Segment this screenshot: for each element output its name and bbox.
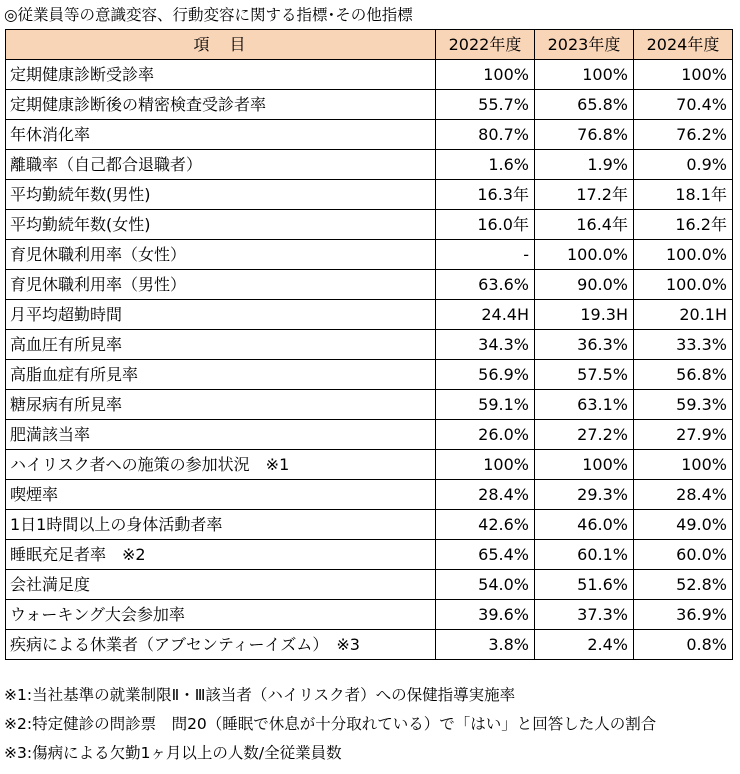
indicator-value-cell: 57.5% [535,360,634,390]
indicator-value-cell: 56.9% [436,360,535,390]
indicator-name-cell: 離職率（自己都合退職者） [6,150,436,180]
indicator-name-cell: 高脂血症有所見率 [6,360,436,390]
indicator-value-cell: 70.4% [634,90,733,120]
indicator-value-cell: 100% [634,450,733,480]
indicator-name-cell: 育児休職利用率（女性） [6,240,436,270]
header-year-2023: 2023年度 [535,30,634,60]
table-row [6,120,733,150]
indicator-value-cell: 65.8% [535,90,634,120]
indicator-value-cell: 16.4年 [535,210,634,240]
footnote-3: ※3:傷病による欠勤1ヶ月以上の人数/全従業員数 [4,744,342,762]
indicator-value-cell: 36.3% [535,330,634,360]
indicator-value-cell: 54.0% [436,570,535,600]
footnotes [4,681,738,768]
indicator-value-cell: - [436,240,535,270]
table-row [6,420,733,450]
indicator-name-cell: 1日1時間以上の身体活動者率 [6,510,436,540]
indicator-value-cell: 60.1% [535,540,634,570]
table-row [6,630,733,660]
indicator-value-cell: 76.2% [634,120,733,150]
indicator-value-cell: 0.9% [634,150,733,180]
indicator-name-cell: 平均勤続年数(女性) [6,210,436,240]
indicator-value-cell: 100% [634,60,733,90]
indicator-value-cell: 42.6% [436,510,535,540]
table-row [6,60,733,90]
indicator-name-cell: 年休消化率 [6,120,436,150]
indicator-value-cell: 49.0% [634,510,733,540]
table-row [6,90,733,120]
indicator-table [5,29,733,660]
indicator-value-cell: 28.4% [634,480,733,510]
table-header-row [6,30,733,60]
indicator-value-cell: 26.0% [436,420,535,450]
indicator-name-cell: 疾病による休業者（アブセンティーイズム） ※3 [6,630,436,660]
indicator-value-cell: 3.8% [436,630,535,660]
indicator-value-cell: 16.3年 [436,180,535,210]
table-row [6,150,733,180]
indicator-name-cell: 高血圧有所見率 [6,330,436,360]
indicator-value-cell: 27.9% [634,420,733,450]
indicator-value-cell: 0.8% [634,630,733,660]
indicator-name-cell: 平均勤続年数(男性) [6,180,436,210]
table-row [6,600,733,630]
indicator-name-cell: 睡眠充足者率 ※2 [6,540,436,570]
indicator-value-cell: 52.8% [634,570,733,600]
indicator-name-cell: 育児休職利用率（男性） [6,270,436,300]
indicator-value-cell: 60.0% [634,540,733,570]
indicator-value-cell: 16.2年 [634,210,733,240]
indicator-value-cell: 34.3% [436,330,535,360]
indicator-value-cell: 100% [535,60,634,90]
indicator-value-cell: 33.3% [634,330,733,360]
indicator-value-cell: 100% [436,450,535,480]
indicator-value-cell: 39.6% [436,600,535,630]
indicator-name-cell: ウォーキング大会参加率 [6,600,436,630]
indicator-value-cell: 76.8% [535,120,634,150]
indicator-name-cell: 定期健康診断後の精密検査受診者率 [6,90,436,120]
indicator-value-cell: 100.0% [535,240,634,270]
table-row [6,330,733,360]
indicator-name-cell: 定期健康診断受診率 [6,60,436,90]
indicator-value-cell: 100.0% [634,270,733,300]
indicator-name-cell: 肥満該当率 [6,420,436,450]
indicator-value-cell: 59.1% [436,390,535,420]
indicator-value-cell: 90.0% [535,270,634,300]
indicator-value-cell: 65.4% [436,540,535,570]
indicator-value-cell: 55.7% [436,90,535,120]
indicator-value-cell: 29.3% [535,480,634,510]
indicator-value-cell: 59.3% [634,390,733,420]
table-row [6,180,733,210]
header-item: 項 目 [6,30,436,60]
header-year-2024: 2024年度 [634,30,733,60]
indicator-value-cell: 1.9% [535,150,634,180]
indicator-value-cell: 56.8% [634,360,733,390]
table-row [6,360,733,390]
indicator-value-cell: 19.3H [535,300,634,330]
indicator-name-cell: 喫煙率 [6,480,436,510]
indicator-value-cell: 24.4H [436,300,535,330]
indicator-value-cell: 51.6% [535,570,634,600]
table-row [6,270,733,300]
indicator-value-cell: 63.6% [436,270,535,300]
indicator-value-cell: 36.9% [634,600,733,630]
table-row [6,480,733,510]
indicator-value-cell: 46.0% [535,510,634,540]
table-row [6,210,733,240]
header-year-2022: 2022年度 [436,30,535,60]
indicator-value-cell: 27.2% [535,420,634,450]
indicator-value-cell: 2.4% [535,630,634,660]
indicator-value-cell: 28.4% [436,480,535,510]
table-row [6,570,733,600]
indicator-value-cell: 17.2年 [535,180,634,210]
indicator-value-cell: 18.1年 [634,180,733,210]
footnote-2: ※2:特定健診の問診票 問20（睡眠で休息が十分取れている）で「はい」と回答した人の割合 [4,715,657,733]
indicator-value-cell: 80.7% [436,120,535,150]
indicator-value-cell: 100% [436,60,535,90]
table-row [6,450,733,480]
indicator-value-cell: 37.3% [535,600,634,630]
indicator-value-cell: 63.1% [535,390,634,420]
indicator-value-cell: 20.1H [634,300,733,330]
table-row [6,390,733,420]
table-row [6,540,733,570]
indicator-value-cell: 16.0年 [436,210,535,240]
table-row [6,300,733,330]
indicator-name-cell: 会社満足度 [6,570,436,600]
table-row [6,240,733,270]
indicator-name-cell: ハイリスク者への施策の参加状況 ※1 [6,450,436,480]
indicator-name-cell: 月平均超勤時間 [6,300,436,330]
page-title: ◎従業員等の意識変容、行動変容に関する指標･その他指標 [4,6,413,24]
table-row [6,510,733,540]
indicator-value-cell: 100% [535,450,634,480]
indicator-name-cell: 糖尿病有所見率 [6,390,436,420]
indicator-value-cell: 1.6% [436,150,535,180]
footnote-1: ※1:当社基準の就業制限Ⅱ・Ⅲ該当者（ハイリスク者）への保健指導実施率 [4,686,516,704]
indicator-value-cell: 100.0% [634,240,733,270]
